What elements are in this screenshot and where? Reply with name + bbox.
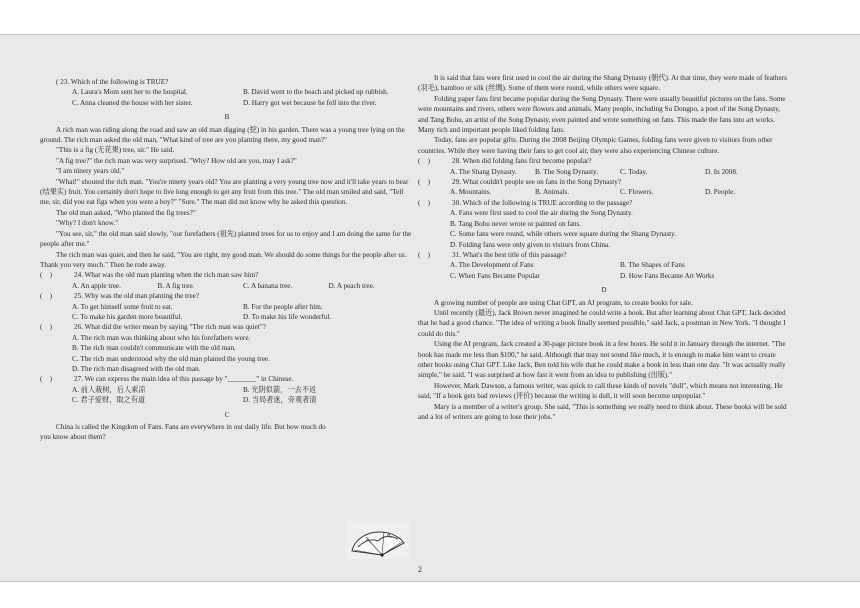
option-c: C. Today. (620, 167, 648, 176)
paragraph: Until recently (最近), Jack Brown never imagined he could write a book. But after learning about Chat GPT, Jack decided that he had a good chance. "The idea of writing a book finally seemed possible," said Jack, a postman in New York. "I thought I could do this." (418, 308, 786, 338)
paragraph: "You see, sir," the old man said slowly, "our forefathers (祖先) planted trees for us to enjoy and I am doing the same for the people after me." (40, 229, 412, 249)
option-c: C. 君子爱财，取之有道 (72, 396, 146, 405)
question-26: ( ) 26. What did the writer mean by saying "The rich man was quiet"? A. The rich man was thinking about who his forefathers were. B. The rich man couldn't communicate with the old man. C. The rich man understood why the old man planted the young tree. D. The rich man disagreed with the old man. (40, 322, 414, 374)
option-c: C. A banana tree. (243, 281, 293, 290)
option-d: D. People. (705, 188, 736, 197)
section-c-intro: China is called the Kingdom of Fans. Fans are everywhere in our daily life. But how much do you know about them? (40, 423, 326, 442)
option-c: C. Anna cleaned the house with her sister. (72, 98, 193, 107)
paragraph: A growing number of people are using Chat GPT, an AI program, to create books for sale. (434, 298, 693, 307)
option-a: A. An apple tree. (72, 281, 121, 290)
exam-page (0, 34, 860, 582)
question-stem: 26. What did the writer mean by saying "The rich man was quiet"? (74, 323, 266, 332)
option-c: C. When Fans Became Popular (450, 271, 540, 280)
paragraph: "This is a fig (无花果) tree, sir." He said. (56, 146, 175, 155)
paragraph: "A fig tree?" the rich man was very surprised. "Why? How old are you, may I ask?" (56, 156, 297, 165)
question-27: ( ) 27. We can express the main idea of this passage by "________" in Chinese. A. 前人栽树，后人乘凉 B. 光阴似箭，一去不返 C. 君子爱财，取之有道 D. 当局者迷，旁观者清 (40, 374, 414, 405)
option-d: D. Harry got wet because he fell into the river. (243, 98, 377, 107)
question-23 (40, 77, 414, 108)
paragraph: Folding paper fans first became popular during the Song Dynasty. There were usually beautiful pictures on the fans. Some were mountains and rivers, others were flowers and animals. Many people, including Su Dongpo, a poet of the Song Dynasty, and Tang Bohu, an artist of the Song Dynasty, even painted and wrote something on fans. This made the fans into art works. Many rich and important people liked folding fans. (418, 94, 786, 135)
option-a: A. The Shang Dynasty. (450, 167, 517, 176)
option-d: D. A peach tree. (328, 281, 375, 290)
option-b: B. The rich man couldn't communicate with the old man. (72, 344, 236, 353)
question-stem: 28. When did folding fans first become popular? (452, 157, 592, 166)
question-stem: 30. Which of the following is TRUE according to the passage? (452, 198, 633, 207)
option-b: B. A fig tree. (157, 281, 195, 290)
option-d: D. To make his life wonderful. (243, 312, 332, 321)
option-b: B. Tang Bohu never wrote or painted on fans. (450, 219, 582, 228)
question-stem: 31. What's the best title of this passage? (452, 250, 567, 259)
section-label-d: D (601, 286, 607, 295)
passage-d (418, 298, 790, 423)
paragraph: A rich man was riding along the road and saw an old man digging (挖) in his garden. There was a young tree lying on the ground. The rich man asked the old man, "What kind of tree are you planting there, my good man?" (40, 125, 405, 145)
paragraph: The rich man was quiet, and then he said, "You are right, my good man. We should do some things for the people after us. Thank you very much." Then he rode away. (40, 250, 407, 269)
option-a: A. Mountains. (450, 188, 492, 197)
question-28: ( ) 28. When did folding fans first become popular? A. The Shang Dynasty. B. The Song Dynasty. C. Today. D. In 2008. (418, 156, 790, 177)
option-d: D. Folding fans were only given to visitors from China. (450, 240, 610, 249)
option-d: D. 当局者迷，旁观者清 (243, 396, 317, 405)
left-column (40, 77, 414, 443)
page-number: 2 (418, 565, 422, 574)
option-a: A. To get himself some fruit to eat. (72, 302, 173, 311)
option-a: A. The rich man was thinking about who his forefathers were. (72, 333, 251, 342)
paragraph: Using the AI program, Jack created a 30-page picture book in a few hours. He sold it in January through the internet. "The book has made me less than $100," he said. Although that may not sound like much, it is enough to make him want to create other books using Chat GPT. Like Jack, Ben told his wife that he could make a book in less than one day. "It was actually really simple," he said. "I was surprised at how fast it went from an idea to publishing (出版)." (418, 340, 786, 380)
paragraph: However, Mark Dawson, a famous writer, was quick to call these kinds of novels "dull", which means not interesting. He said, "If a book gets bad reviews (评价) because the writing is dull, it will soon become unpopular." (418, 381, 783, 401)
section-label-c: C (224, 410, 230, 419)
paragraph: The old man asked, "Who planted the fig trees?" (56, 208, 196, 217)
option-a: A. 前人栽树，后人乘凉 (72, 385, 146, 394)
question-23-stem: ( 23. Which of the following is TRUE? (56, 78, 169, 86)
option-a: A. The Development of Fans (450, 261, 534, 270)
option-d: D. In 2008. (705, 167, 738, 176)
question-stem: 27. We can express the main idea of this passage by "________" in Chinese. (74, 375, 294, 384)
option-a: A. Laura's Mom sent her to the hospital. (72, 88, 188, 97)
question-29: ( ) 29. What couldn't people see on fans in the Song Dynasty? A. Mountains. B. Animals. C. Flowers. D. People. (418, 177, 790, 198)
question-stem: 24. What was the old man planting when the rich man saw him? (74, 271, 259, 280)
option-b: B. The Song Dynasty. (535, 167, 599, 176)
option-c: C. Flowers. (620, 188, 654, 197)
option-d: D. How Fans Became Art Works (620, 271, 715, 280)
paragraph: Today, fans are popular gifts. During the 2008 Beijing Olympic Games, folding fans were given to visitors from other countries. While they were having their fans to get cool air, they were also experiencing Chinese culture. (418, 136, 773, 155)
paragraph: "I am ninety years old." (56, 167, 125, 176)
option-b: B. For the people after him. (243, 302, 323, 311)
option-c: C. The rich man understood why the old man planted the young tree. (72, 354, 270, 363)
question-24: ( ) 24. What was the old man planting when the rich man saw him? A. An apple tree. B. A fig tree. C. A banana tree. D. A peach tree. (40, 270, 414, 291)
question-31: ( ) 31. What's the best title of this passage? A. The Development of Fans B. The Shapes of Fans C. When Fans Became Popular D. How Fans Became Art Works (418, 250, 790, 281)
option-c: C. Some fans were round, while others were square during the Shang Dynasty. (450, 230, 677, 239)
option-b: B. Animals. (535, 188, 570, 197)
option-b: B. David went to the beach and picked up rubbish. (243, 88, 389, 97)
option-b: B. 光阴似箭，一去不返 (243, 385, 317, 394)
paragraph: "What!" shouted the rich man. "You're ninety years old? You are planting a very young tree now and it'll take years to bear (结果实) fruit. You certainly don't hope to live long enough to get any fruit from this tree." The old man smiled and said, "Tell me, sir, did you eat figs when you were a boy?" "Sure." The man did not know why he asked this question. (40, 177, 409, 207)
option-c: C. To make his garden more beautiful. (72, 312, 183, 321)
right-column (418, 73, 790, 422)
option-d: D. The rich man disagreed with the old man. (72, 364, 201, 373)
question-stem: 25. Why was the old man planting the tree? (74, 292, 200, 301)
question-30: ( ) 30. Which of the following is TRUE according to the passage? A. Fans were first used to cool the air during the Song Dynasty. B. Tang Bohu never wrote or painted on fans. C. Some fans were round, while others were square during the Shang Dynasty. D. Folding fans were only given to visitors from China. (418, 198, 790, 250)
paragraph: Mary is a member of a writer's group. She said, "This is something we really need to think about. These books will be sold and a lot of writers are going to lose their jobs." (418, 402, 787, 421)
passage-c (418, 73, 790, 156)
question-25: ( ) 25. Why was the old man planting the tree? A. To get himself some fruit to eat. B. For the people after him. C. To make his garden more beautiful. D. To make his life wonderful. (40, 291, 414, 322)
question-stem: 29. What couldn't people see on fans in the Song Dynasty? (452, 178, 622, 187)
option-b: B. The Shapes of Fans (620, 261, 685, 270)
folding-fan-illustration (346, 521, 410, 559)
section-label-b: B (224, 113, 230, 122)
paragraph: It is said that fans were first used to cool the air during the Shang Dynasty (朝代). At that time, they were made of feathers (羽毛), bamboo or silk (丝绸). Some of them were round, while others were square. (418, 74, 787, 93)
passage-b (40, 125, 414, 271)
paragraph: "Why? I don't know." (56, 219, 119, 228)
option-a: A. Fans were first used to cool the air during the Song Dynasty. (450, 209, 633, 218)
